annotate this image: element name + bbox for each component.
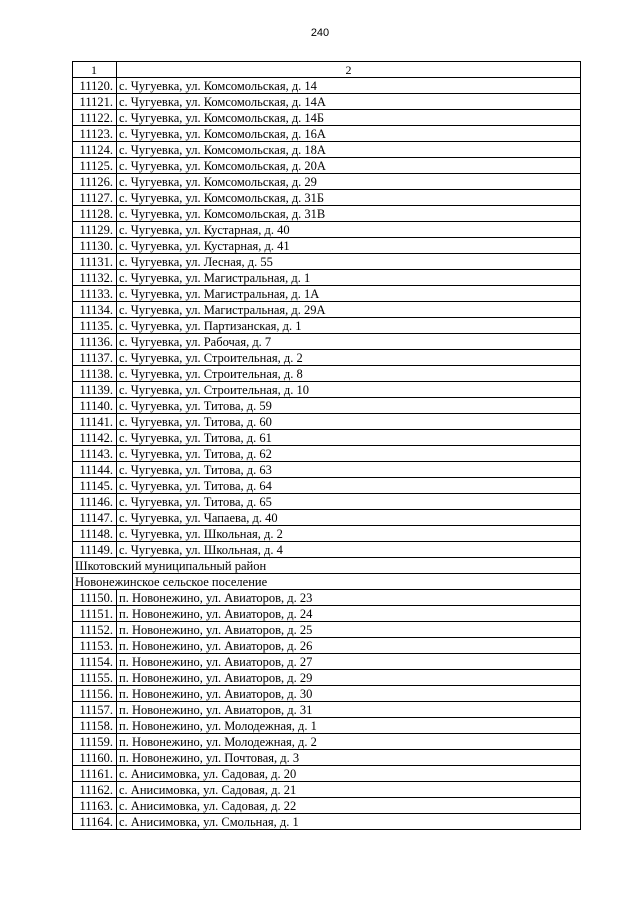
row-address: с. Чугуевка, ул. Магистральная, д. 1А (117, 286, 581, 302)
row-address: п. Новонежино, ул. Авиаторов, д. 25 (117, 622, 581, 638)
section-title: Шкотовский муниципальный район (73, 558, 581, 574)
row-address: п. Новонежино, ул. Авиаторов, д. 24 (117, 606, 581, 622)
row-address: с. Чугуевка, ул. Титова, д. 64 (117, 478, 581, 494)
table-row (73, 142, 581, 158)
table-row (73, 110, 581, 126)
table-row (73, 622, 581, 638)
row-number: 11154. (73, 654, 117, 670)
table-row (73, 206, 581, 222)
table-row (73, 542, 581, 558)
row-number: 11139. (73, 382, 117, 398)
table-row (73, 462, 581, 478)
row-address: с. Чугуевка, ул. Магистральная, д. 29А (117, 302, 581, 318)
table-row (73, 270, 581, 286)
row-address: с. Чугуевка, ул. Комсомольская, д. 14Б (117, 110, 581, 126)
row-address: п. Новонежино, ул. Молодежная, д. 2 (117, 734, 581, 750)
row-address: с. Чугуевка, ул. Титова, д. 65 (117, 494, 581, 510)
row-address: с. Чугуевка, ул. Лесная, д. 55 (117, 254, 581, 270)
row-number: 11142. (73, 430, 117, 446)
row-number: 11158. (73, 718, 117, 734)
row-address: с. Чугуевка, ул. Кустарная, д. 40 (117, 222, 581, 238)
row-address: с. Чугуевка, ул. Строительная, д. 10 (117, 382, 581, 398)
row-number: 11145. (73, 478, 117, 494)
row-number: 11161. (73, 766, 117, 782)
table-row (73, 766, 581, 782)
row-number: 11150. (73, 590, 117, 606)
table-row (73, 686, 581, 702)
row-address: с. Чугуевка, ул. Школьная, д. 2 (117, 526, 581, 542)
row-number: 11153. (73, 638, 117, 654)
row-address: с. Чугуевка, ул. Титова, д. 60 (117, 414, 581, 430)
row-address: с. Чугуевка, ул. Титова, д. 62 (117, 446, 581, 462)
row-address: с. Чугуевка, ул. Комсомольская, д. 14А (117, 94, 581, 110)
row-address: п. Новонежино, ул. Почтовая, д. 3 (117, 750, 581, 766)
table-row (73, 190, 581, 206)
section-row (73, 558, 581, 574)
row-number: 11133. (73, 286, 117, 302)
column-header-1: 1 (73, 62, 117, 78)
row-address: с. Чугуевка, ул. Титова, д. 59 (117, 398, 581, 414)
table-row (73, 238, 581, 254)
row-address: с. Чугуевка, ул. Комсомольская, д. 18А (117, 142, 581, 158)
table-row (73, 510, 581, 526)
row-number: 11122. (73, 110, 117, 126)
row-number: 11147. (73, 510, 117, 526)
table-row (73, 318, 581, 334)
row-address: с. Чугуевка, ул. Чапаева, д. 40 (117, 510, 581, 526)
row-number: 11160. (73, 750, 117, 766)
row-address: с. Анисимовка, ул. Садовая, д. 22 (117, 798, 581, 814)
table-row (73, 158, 581, 174)
section-title: Новонежинское сельское поселение (73, 574, 581, 590)
row-number: 11126. (73, 174, 117, 190)
table-row (73, 78, 581, 94)
table-row (73, 126, 581, 142)
table-row (73, 350, 581, 366)
table-row (73, 750, 581, 766)
section-row (73, 574, 581, 590)
table-header-row (73, 62, 581, 78)
row-address: с. Чугуевка, ул. Комсомольская, д. 20А (117, 158, 581, 174)
table-row (73, 446, 581, 462)
row-address: с. Чугуевка, ул. Школьная, д. 4 (117, 542, 581, 558)
row-number: 11140. (73, 398, 117, 414)
table-row (73, 478, 581, 494)
table-row (73, 398, 581, 414)
row-number: 11163. (73, 798, 117, 814)
row-number: 11144. (73, 462, 117, 478)
row-number: 11151. (73, 606, 117, 622)
row-number: 11159. (73, 734, 117, 750)
row-number: 11123. (73, 126, 117, 142)
row-address: с. Чугуевка, ул. Комсомольская, д. 16А (117, 126, 581, 142)
row-number: 11129. (73, 222, 117, 238)
row-number: 11157. (73, 702, 117, 718)
row-number: 11141. (73, 414, 117, 430)
row-address: с. Чугуевка, ул. Комсомольская, д. 31Б (117, 190, 581, 206)
row-address: с. Чугуевка, ул. Строительная, д. 2 (117, 350, 581, 366)
table-row (73, 670, 581, 686)
page-number: 240 (310, 27, 330, 39)
table-row (73, 654, 581, 670)
table-row (73, 638, 581, 654)
row-number: 11121. (73, 94, 117, 110)
row-address: с. Чугуевка, ул. Титова, д. 63 (117, 462, 581, 478)
table-row (73, 814, 581, 830)
row-number: 11152. (73, 622, 117, 638)
table-row (73, 798, 581, 814)
table-row (73, 606, 581, 622)
row-address: п. Новонежино, ул. Авиаторов, д. 26 (117, 638, 581, 654)
table-row (73, 782, 581, 798)
row-number: 11120. (73, 78, 117, 94)
row-number: 11132. (73, 270, 117, 286)
table-row (73, 254, 581, 270)
row-address: с. Чугуевка, ул. Магистральная, д. 1 (117, 270, 581, 286)
row-address: п. Новонежино, ул. Авиаторов, д. 30 (117, 686, 581, 702)
row-number: 11156. (73, 686, 117, 702)
table-row (73, 94, 581, 110)
table-row (73, 702, 581, 718)
row-address: с. Чугуевка, ул. Комсомольская, д. 31В (117, 206, 581, 222)
row-number: 11136. (73, 334, 117, 350)
row-address: с. Чугуевка, ул. Партизанская, д. 1 (117, 318, 581, 334)
table-row (73, 302, 581, 318)
row-address: п. Новонежино, ул. Авиаторов, д. 31 (117, 702, 581, 718)
row-address: п. Новонежино, ул. Авиаторов, д. 27 (117, 654, 581, 670)
table-row (73, 286, 581, 302)
row-address: п. Новонежино, ул. Молодежная, д. 1 (117, 718, 581, 734)
row-number: 11134. (73, 302, 117, 318)
table-row (73, 382, 581, 398)
row-address: с. Чугуевка, ул. Кустарная, д. 41 (117, 238, 581, 254)
row-number: 11164. (73, 814, 117, 830)
table-row (73, 174, 581, 190)
row-number: 11124. (73, 142, 117, 158)
table-row (73, 590, 581, 606)
row-address: с. Чугуевка, ул. Строительная, д. 8 (117, 366, 581, 382)
table-row (73, 222, 581, 238)
row-number: 11138. (73, 366, 117, 382)
column-header-2: 2 (117, 62, 581, 78)
row-number: 11131. (73, 254, 117, 270)
row-address: с. Чугуевка, ул. Рабочая, д. 7 (117, 334, 581, 350)
address-table (72, 61, 581, 830)
row-address: с. Анисимовка, ул. Смольная, д. 1 (117, 814, 581, 830)
row-address: п. Новонежино, ул. Авиаторов, д. 29 (117, 670, 581, 686)
row-number: 11128. (73, 206, 117, 222)
table-row (73, 494, 581, 510)
table-row (73, 366, 581, 382)
table-row (73, 718, 581, 734)
row-number: 11146. (73, 494, 117, 510)
table-row (73, 414, 581, 430)
row-number: 11125. (73, 158, 117, 174)
row-number: 11155. (73, 670, 117, 686)
row-address: п. Новонежино, ул. Авиаторов, д. 23 (117, 590, 581, 606)
row-number: 11135. (73, 318, 117, 334)
table-row (73, 334, 581, 350)
row-number: 11127. (73, 190, 117, 206)
row-number: 11149. (73, 542, 117, 558)
row-number: 11148. (73, 526, 117, 542)
row-address: с. Чугуевка, ул. Титова, д. 61 (117, 430, 581, 446)
table-row (73, 734, 581, 750)
row-number: 11143. (73, 446, 117, 462)
row-address: с. Анисимовка, ул. Садовая, д. 21 (117, 782, 581, 798)
row-number: 11137. (73, 350, 117, 366)
row-number: 11130. (73, 238, 117, 254)
row-address: с. Чугуевка, ул. Комсомольская, д. 29 (117, 174, 581, 190)
row-number: 11162. (73, 782, 117, 798)
table-row (73, 526, 581, 542)
table-row (73, 430, 581, 446)
row-address: с. Анисимовка, ул. Садовая, д. 20 (117, 766, 581, 782)
row-address: с. Чугуевка, ул. Комсомольская, д. 14 (117, 78, 581, 94)
